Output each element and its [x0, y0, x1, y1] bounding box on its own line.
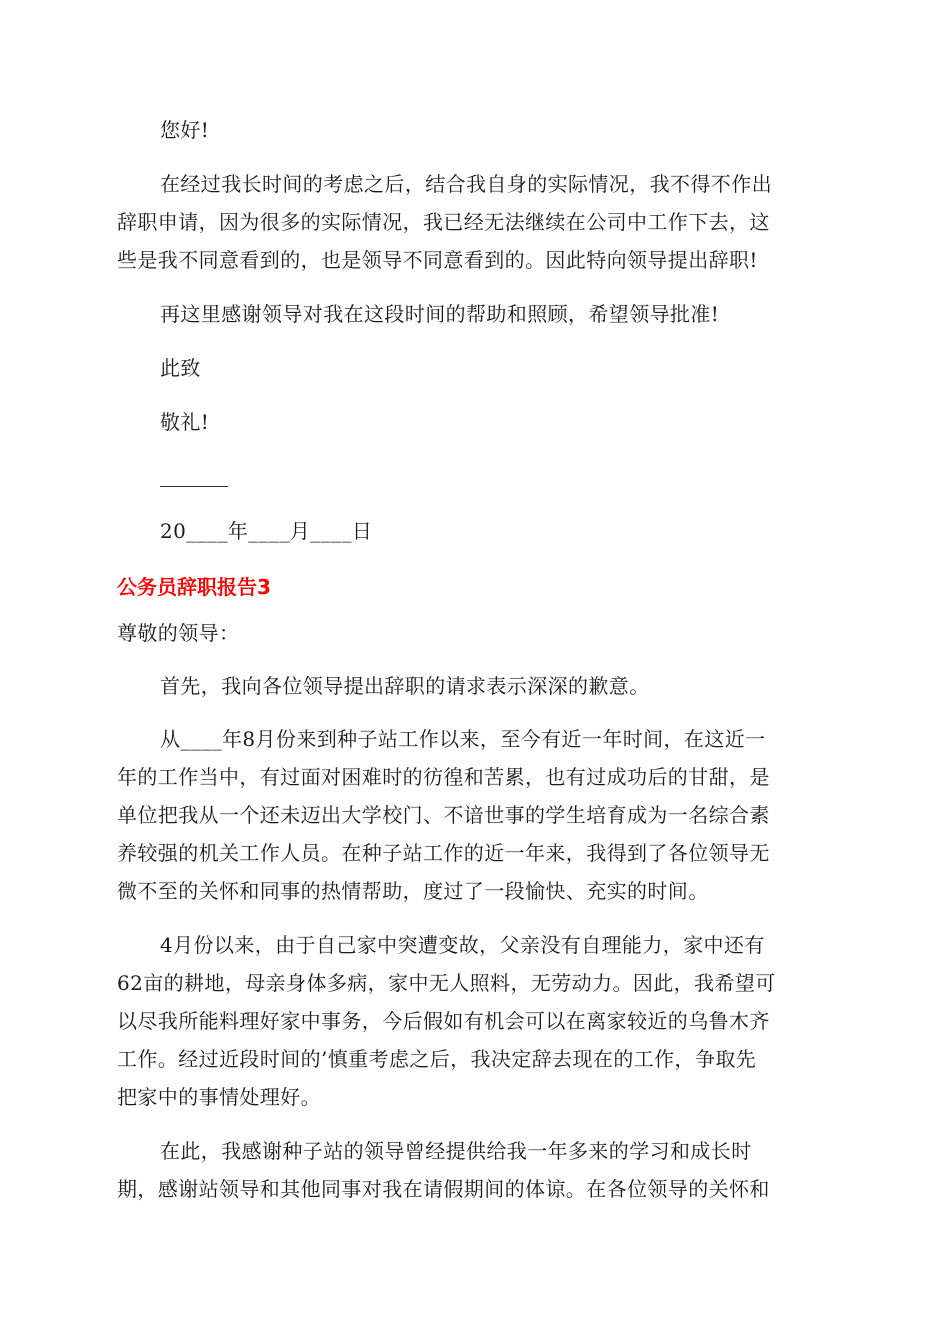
paragraph-line: 单位把我从一个还未迈出大学校门、不谙世事的学生培育成为一名综合素 [117, 803, 770, 827]
greeting: 您好! [160, 118, 210, 142]
paragraph-line: 期，感谢站领导和其他同事对我在请假期间的体谅。在各位领导的关怀和 [117, 1177, 770, 1201]
paragraph-line: 年的工作当中，有过面对困难时的彷徨和苦累，也有过成功后的甘甜，是 [117, 765, 770, 789]
closing-line: 此致 [160, 356, 201, 380]
paragraph-line: 辞职申请，因为很多的实际情况，我已经无法继续在公司中工作下去，这 [117, 210, 770, 234]
signature-line [160, 486, 228, 487]
paragraph-line: 从____年8月份来到种子站工作以来，至今有近一年时间，在这近一 [160, 727, 766, 751]
paragraph-line: 些是我不同意看到的，也是领导不同意看到的。因此特向领导提出辞职! [117, 248, 758, 272]
paragraph-line: 养较强的机关工作人员。在种子站工作的近一年来，我得到了各位领导无 [117, 841, 770, 865]
closing-line: 敬礼! [160, 410, 210, 434]
paragraph-line: 把家中的事情处理好。 [117, 1085, 321, 1109]
paragraph-line: 在此，我感谢种子站的领导曾经提供给我一年多来的学习和成长时 [160, 1139, 752, 1163]
salutation: 尊敬的领导： [117, 621, 240, 645]
paragraph-line: 4月份以来，由于自己家中突遭变故，父亲没有自理能力，家中还有 [160, 933, 765, 957]
thanks-paragraph: 再这里感谢领导对我在这段时间的帮助和照顾，希望领导批准! [160, 302, 720, 326]
date-line: 20____年____月____日 [160, 519, 373, 543]
paragraph-line: 微不至的关怀和同事的热情帮助，度过了一段愉快、充实的时间。 [117, 879, 709, 903]
paragraph-line: 62亩的耕地，母亲身体多病，家中无人照料，无劳动力。因此，我希望可 [117, 971, 776, 995]
section-heading: 公务员辞职报告3 [117, 575, 271, 599]
paragraph-line: 以尽我所能料理好家中事务，今后假如有机会可以在离家较近的乌鲁木齐 [117, 1009, 770, 1033]
paragraph-line: 在经过我长时间的考虑之后，结合我自身的实际情况，我不得不作出 [160, 172, 772, 196]
paragraph-line: 首先，我向各位领导提出辞职的请求表示深深的歉意。 [160, 674, 650, 698]
paragraph-line: 工作。经过近段时间的’慎重考虑之后，我决定辞去现在的工作，争取先 [117, 1047, 757, 1071]
